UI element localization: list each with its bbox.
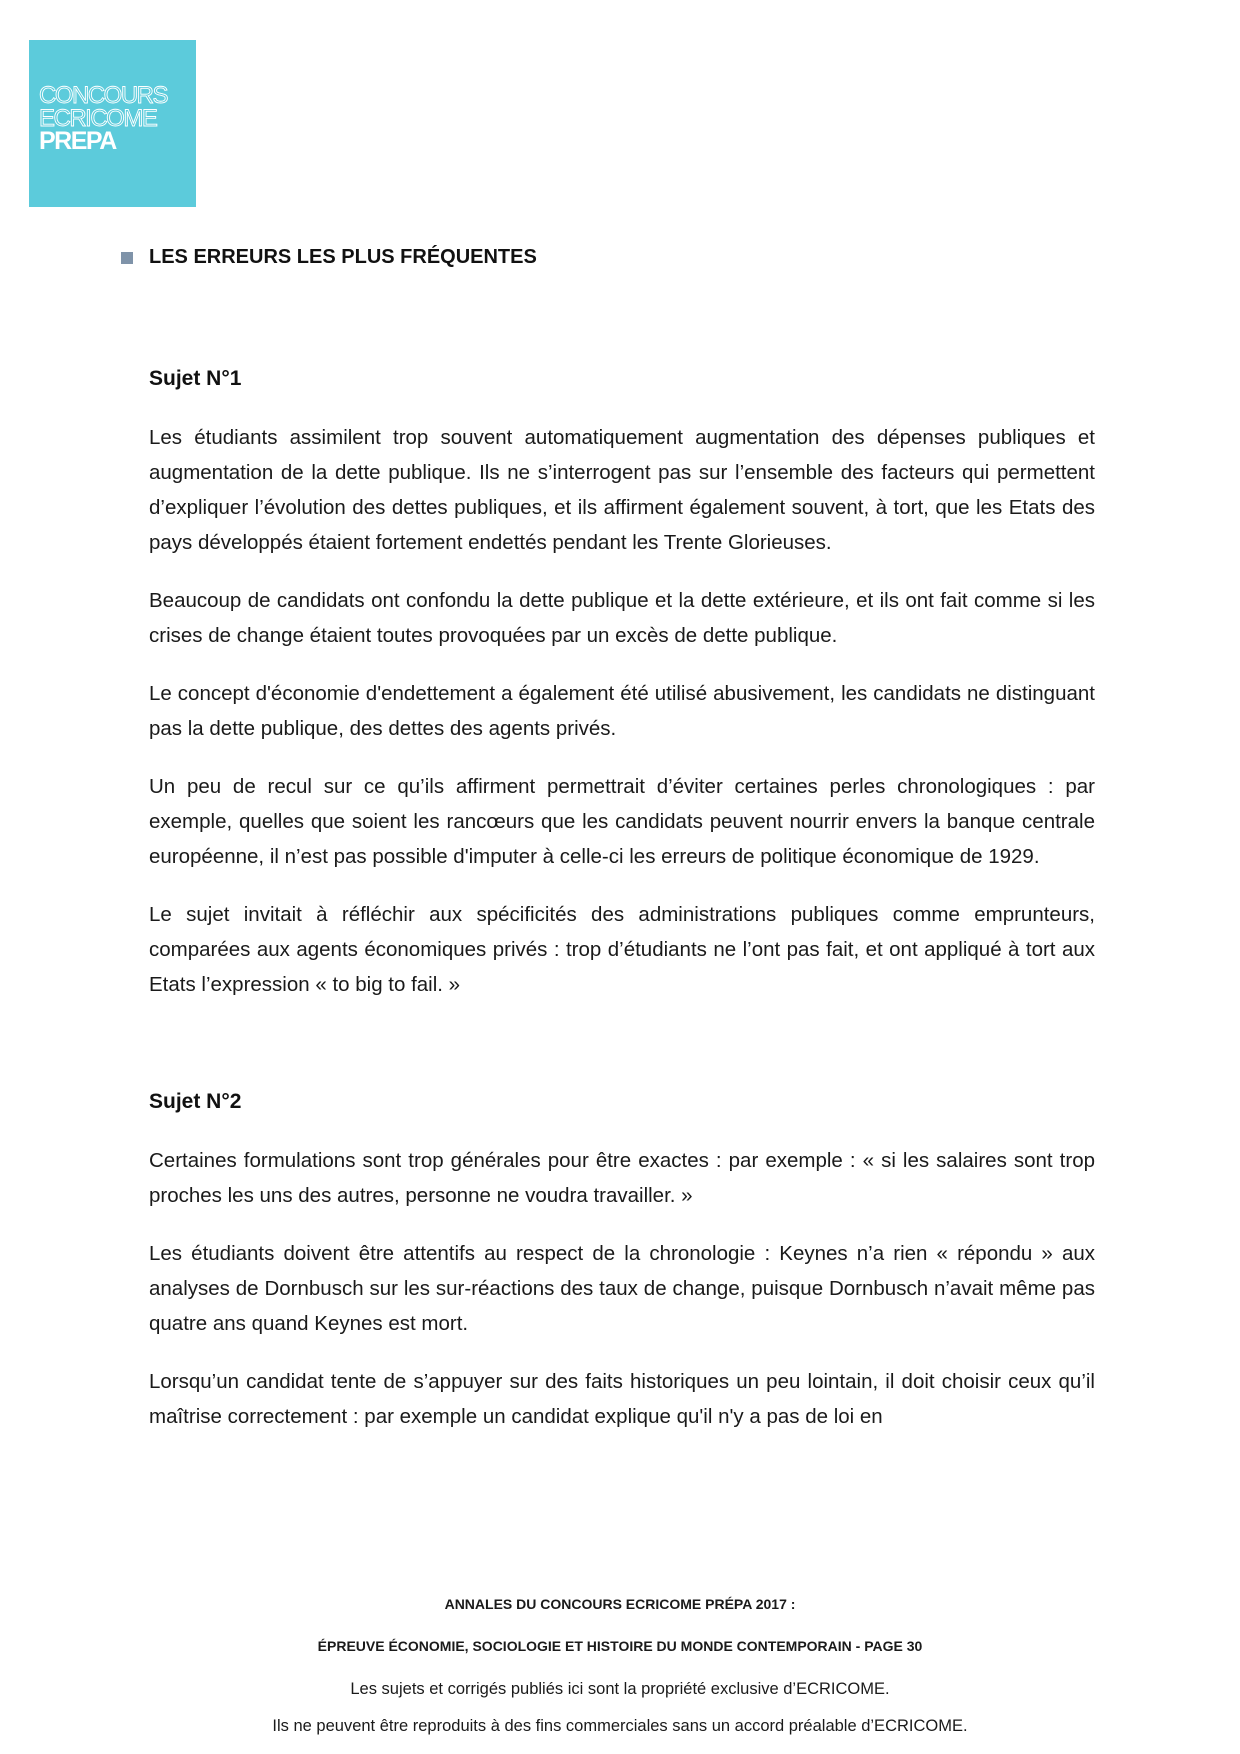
- paragraph: Le concept d'économie d'endettement a également été utilisé abusivement, les candidats ne distinguant pas la dette publique, des dettes des agents privés.: [149, 682, 1095, 740]
- paragraph: Les étudiants assimilent trop souvent automatiquement augmentation des dépenses publiques et augmentation de la dette publique. Ils ne s’interrogent pas sur l’ensemble des facteurs qui permettent d’expliquer l’évolution des dettes publiques, et ils affirment également souvent, à tort, que les Etats des pays développés étaient fortement endettés pendant les Trente Glorieuses.: [149, 426, 1095, 554]
- subject-title: Sujet N°1: [149, 367, 242, 390]
- paragraph: Un peu de recul sur ce qu’ils affirment permettrait d’éviter certaines perles chronologiques : par exemple, quelles que soient les rancœurs que les candidats peuvent nourrir envers la banque centrale européenne, il n’est pas possible d'imputer à celle-ci les erreurs de politique économique de 1929.: [149, 775, 1095, 868]
- paragraph: Beaucoup de candidats ont confondu la dette publique et la dette extérieure, et ils ont fait comme si les crises de change étaient toutes provoquées par un excès de dette publique.: [149, 589, 1095, 647]
- paragraph: Lorsqu’un candidat tente de s’appuyer sur des faits historiques un peu lointain, il doit choisir ceux qu’il maîtrise correctement : par exemple un candidat explique qu'il n'y a pas de loi en: [149, 1370, 1095, 1428]
- square-bullet-icon: [121, 252, 133, 264]
- logo-text-concours: CONCOURS: [39, 82, 168, 109]
- subject-2: [149, 1087, 1095, 1434]
- footer-epreuve-page: ÉPREUVE ÉCONOMIE, SOCIOLOGIE ET HISTOIRE DU MONDE CONTEMPORAIN - PAGE 30: [317, 1638, 923, 1654]
- section-title: LES ERREURS LES PLUS FRÉQUENTES: [149, 246, 537, 268]
- paragraph: Le sujet invitait à réfléchir aux spécificités des administrations publiques comme emprunteurs, comparées aux agents économiques privés : trop d’étudiants ne l’ont pas fait, et ont appliqué à tort aux Etats l’expression « to big to fail. »: [149, 903, 1095, 996]
- paragraph: Certaines formulations sont trop générales pour être exactes : par exemple : « si les salaires sont trop proches les uns des autres, personne ne voudra travailler. »: [149, 1149, 1095, 1207]
- logo-text-prepa: PREPA: [39, 127, 116, 155]
- logo-text-ecricome: ECRICOME: [39, 105, 157, 132]
- subject-1: [149, 364, 1095, 1002]
- subject-title: Sujet N°2: [149, 1090, 242, 1113]
- document-body: [149, 364, 1095, 1457]
- ecricome-logo: [29, 40, 196, 207]
- paragraph: Les étudiants doivent être attentifs au respect de la chronologie : Keynes n’a rien « répondu » aux analyses de Dornbusch sur les sur-réactions des taux de change, puisque Dornbusch n’avait même pas quatre ans quand Keynes est mort.: [149, 1242, 1095, 1335]
- footer-copyright: Les sujets et corrigés publiés ici sont la propriété exclusive d’ECRICOME.: [350, 1680, 890, 1698]
- section-heading: [121, 246, 537, 269]
- footer-annales-title: ANNALES DU CONCOURS ECRICOME PRÉPA 2017 :: [444, 1596, 796, 1612]
- footer-reproduction-notice: Ils ne peuvent être reproduits à des fins commerciales sans un accord préalable d’ECRICOME.: [272, 1717, 968, 1735]
